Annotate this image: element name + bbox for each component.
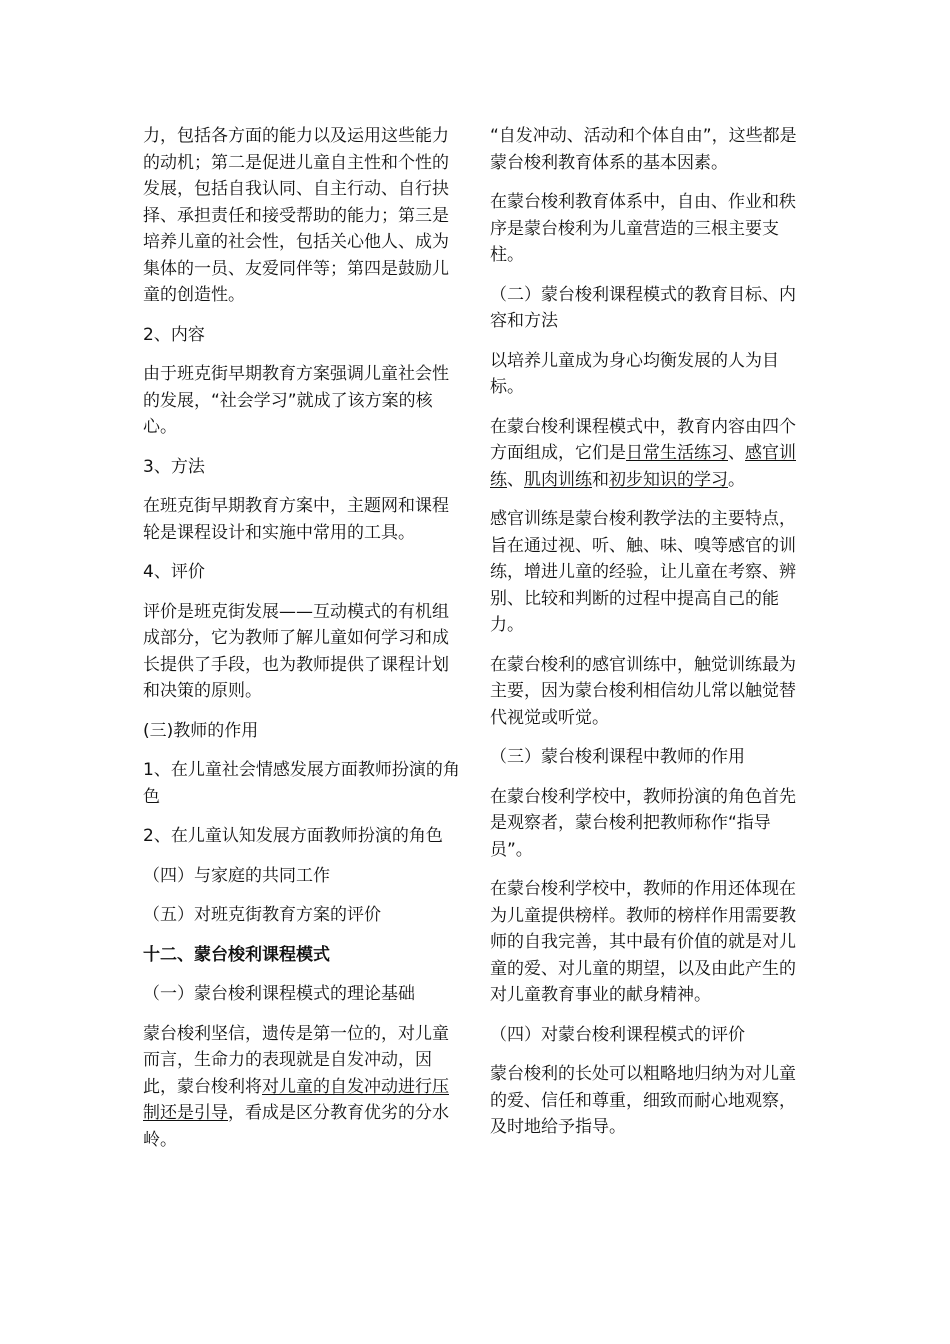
paragraph: “自发冲动、活动和个体自由”，这些都是蒙台梭利教育体系的基本因素。 (490, 126, 797, 173)
right-column (490, 123, 812, 1154)
section-heading: 2、内容 (143, 324, 205, 345)
text-run: 在蒙台梭利课程模式中，教育内容由四个方面组成，它们是 (490, 416, 796, 463)
text-run: 、 (728, 443, 745, 463)
chapter-heading: 十二、蒙台梭利课程模式 (143, 944, 330, 965)
paragraph: 感官训练是蒙台梭利教学法的主要特点，旨在通过视、听、触、味、嗅等感官的训练，增进儿童的经验，让儿童在考察、辨别、比较和判断的过程中提高自己的能力。 (490, 509, 796, 635)
underlined-text: 感官训练 (490, 443, 796, 490)
section-heading: （五）对班克街教育方案的评价 (143, 905, 381, 925)
paragraph: 2、在儿童认知发展方面教师扮演的角色 (143, 826, 443, 846)
paragraph: 蒙台梭利的长处可以粗略地归纳为对儿童的爱、信任和尊重，细致而耐心地观察，及时地给予指导。 (490, 1064, 796, 1137)
paragraph: 在蒙台梭利的感官训练中，触觉训练最为主要，因为蒙台梭利相信幼儿常以触觉替代视觉或听觉。 (490, 654, 796, 728)
section-heading: 3、方法 (143, 456, 205, 477)
paragraph: 力，包括各方面的能力以及运用这些能力的动机；第二是促进儿童自主性和个性的发展，包括自我认同、自主行动、自行抉择、承担责任和接受帮助的能力；第三是培养儿童的社会性，包括关心他人、成为集体的一员、友爱同伴等；第四是鼓励儿童的创造性。 (143, 126, 449, 305)
paragraph: 在蒙台梭利学校中，教师的作用还体现在为儿童提供榜样。教师的榜样作用需要教师的自我完善，其中最有价值的就是对儿童的爱、对儿童的期望，以及由此产生的对儿童教育事业的献身精神。 (490, 879, 796, 1005)
paragraph: 由于班克街早期教育方案强调儿童社会性的发展，“社会学习”就成了该方案的核心。 (143, 364, 449, 437)
section-heading: 4、评价 (143, 562, 205, 582)
left-column (143, 123, 463, 1166)
underlined-text: 对儿童的自发冲动进行压制还是引导 (143, 1076, 449, 1123)
paragraph: 在班克街早期教育方案中，主题网和课程轮是课程设计和实施中常用的工具。 (143, 496, 449, 543)
section-heading: （二）蒙台梭利课程模式的教育目标、内容和方法 (490, 284, 796, 331)
paragraph (490, 414, 812, 494)
section-heading: （四）与家庭的共同工作 (143, 865, 330, 886)
text-run: ，看成是区分教育优劣的分水岭。 (143, 1103, 449, 1150)
section-heading: (三)教师的作用 (143, 720, 259, 741)
paragraph: 1、在儿童社会情感发展方面教师扮演的角色 (143, 760, 460, 807)
underlined-text: 初步知识的学习 (609, 469, 728, 490)
paragraph (143, 1021, 463, 1154)
paragraph: 评价是班克街发展——互动模式的有机组成部分，它为教师了解儿童如何学习和成长提供了手段，也为教师提供了课程计划和决策的原则。 (143, 601, 449, 701)
text-run: 、 (507, 469, 524, 490)
text-run: 。 (728, 469, 745, 490)
text-run: 蒙台梭利坚信，遗传是第一位的，对儿童而言，生命力的表现就是自发冲动，因此，蒙台梭利将 (143, 1023, 449, 1097)
underlined-text: 肌肉训练 (524, 469, 592, 490)
section-heading: （三）蒙台梭利课程中教师的作用 (490, 747, 745, 767)
paragraph: 在蒙台梭利学校中，教师扮演的角色首先是观察者，蒙台梭利把教师称作“指导员”。 (490, 786, 796, 860)
underlined-text: 日常生活练习 (626, 443, 728, 463)
section-heading: （四）对蒙台梭利课程模式的评价 (490, 1024, 745, 1045)
paragraph: 以培养儿童成为身心均衡发展的人为目标。 (490, 350, 779, 397)
paragraph: 在蒙台梭利教育体系中，自由、作业和秩序是蒙台梭利为儿童营造的三根主要支柱。 (490, 192, 796, 265)
text-run: 和 (592, 469, 609, 490)
section-heading: （一）蒙台梭利课程模式的理论基础 (143, 984, 415, 1004)
